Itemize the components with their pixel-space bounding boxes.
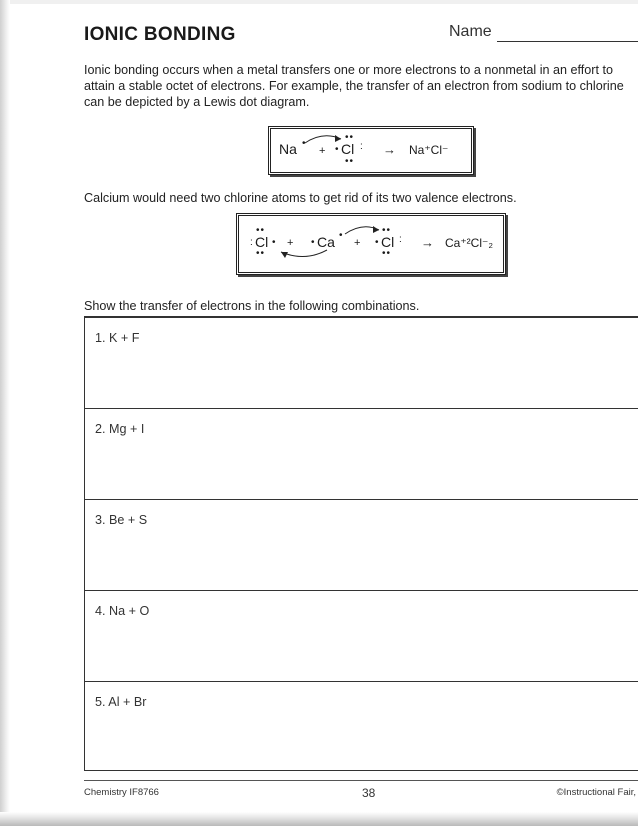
problem-label: 2. Mg + I xyxy=(95,422,145,436)
name-label: Name xyxy=(449,23,492,40)
name-blank-line xyxy=(497,41,638,42)
problem-label: 4. Na + O xyxy=(95,604,150,618)
electron-dot: • xyxy=(302,138,307,149)
electron-dot: • xyxy=(272,237,277,248)
calcium-symbol: Ca xyxy=(317,234,335,250)
chlorine-right-symbol: Cl xyxy=(381,234,395,250)
plus-sign: + xyxy=(319,145,326,157)
footer-divider xyxy=(84,780,638,781)
footer-page-number: 38 xyxy=(362,786,376,800)
scan-edge-top xyxy=(0,0,638,4)
problem-row[interactable] xyxy=(85,590,638,681)
problem-row[interactable] xyxy=(85,681,638,772)
electron-dot: • xyxy=(311,237,316,248)
plus-sign: + xyxy=(287,237,294,249)
problem-answer-grid xyxy=(84,316,638,771)
lewis-diagram-sodium-chlorine xyxy=(268,126,474,175)
scan-shadow-bottom xyxy=(0,812,638,826)
chlorine-symbol: Cl xyxy=(341,141,355,157)
electron-dots-left-cl: : xyxy=(250,237,254,248)
calcium-paragraph: Calcium would need two chlorine atoms to get rid of its two valence electrons. xyxy=(84,191,517,205)
problem-row[interactable] xyxy=(85,408,638,499)
product-formula: Na⁺Cl⁻ xyxy=(409,143,449,157)
electron-dots-right-cl: : xyxy=(399,234,403,245)
lewis-diagram-calcium-chlorine xyxy=(236,213,506,275)
page-title: IONIC BONDING xyxy=(84,24,236,45)
chlorine-left-symbol: Cl xyxy=(255,234,269,250)
problem-row[interactable] xyxy=(85,499,638,590)
problem-label: 3. Be + S xyxy=(95,513,148,527)
electron-dots-right: : xyxy=(360,141,364,152)
electron-dots-bottom: •• xyxy=(345,156,355,167)
product-formula: Ca⁺²Cl⁻₂ xyxy=(445,236,493,250)
electron-dots-top: •• xyxy=(345,132,355,143)
reaction-arrow: → xyxy=(421,235,434,250)
reaction-arrow: → xyxy=(383,142,396,157)
instructions-text: Show the transfer of electrons in the following combinations. xyxy=(84,299,420,313)
footer-copyright: ©Instructional Fair, xyxy=(556,787,636,798)
electron-dot: • xyxy=(375,237,380,248)
scan-shadow-left xyxy=(0,0,10,826)
electron-dots-top-cl: •• xyxy=(382,225,392,236)
electron-dots-bottom-cl: •• xyxy=(382,248,392,259)
intro-paragraph: Ionic bonding occurs when a metal transfers one or more electrons to a nonmetal in an effort to attain a stable octet of electrons. For example, the transfer of an electron from sodium to chlorine can be depicted by a Lewis dot diagram. xyxy=(84,63,624,109)
footer-book-code: Chemistry IF8766 xyxy=(84,787,159,798)
problem-row[interactable] xyxy=(85,318,638,408)
problem-label: 1. K + F xyxy=(95,331,140,345)
plus-sign: + xyxy=(354,237,361,249)
problem-label: 5. Al + Br xyxy=(95,695,147,709)
electron-dots-top-cl: •• xyxy=(256,225,266,236)
electron-dots-bottom-cl: •• xyxy=(256,248,266,259)
electron-dots-left: • xyxy=(335,144,340,155)
electron-dot: • xyxy=(339,230,344,241)
sodium-symbol: Na xyxy=(279,141,297,157)
